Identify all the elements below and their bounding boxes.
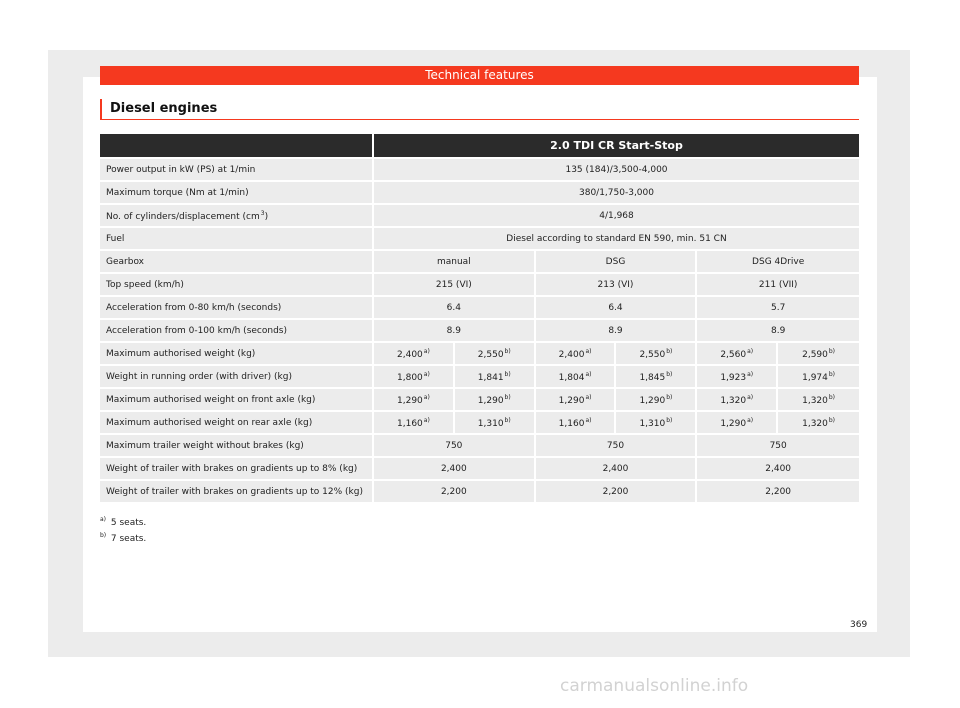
value-cell [374,205,859,226]
value-cell [374,458,536,479]
value-cell [616,343,697,364]
footnote-ref: b) [666,370,673,378]
value-text: 1,974 [802,372,828,383]
value-text: 1,800 [397,372,423,383]
value-cell [778,343,859,364]
footnote-a [100,512,146,528]
table-row [100,297,859,318]
chapter-header: Technical features [100,66,859,85]
footnote-ref: b) [828,347,836,355]
row-label [100,481,374,502]
footnote-ref: b) [828,416,836,424]
footnote-ref: b) [666,416,673,424]
value-cell [697,366,778,387]
footnote-ref: a) [585,370,592,378]
watermark: carmanualsonline.info [560,676,749,696]
footnote-ref: a) [423,393,430,401]
value-text: 215 (VI) [435,279,472,290]
footnote-ref: b) [828,370,836,378]
value-cell [374,435,536,456]
value-cell [374,297,536,318]
value-cell [697,458,859,479]
row-label-text: Maximum trailer weight without brakes (kg) [106,440,304,451]
value-cell [374,481,536,502]
value-text: 1,290 [477,395,504,406]
row-label [100,228,374,249]
value-cell [536,458,698,479]
footnote-ref: b) [666,393,673,401]
footnotes [100,512,146,544]
row-label [100,458,374,479]
value-text: 1,160 [558,418,585,429]
value-text: 2,200 [602,486,629,497]
row-label-text: Maximum authorised weight on front axle (kg) [106,394,316,405]
row-label-text: Top speed (km/h) [106,279,184,290]
value-cell [616,412,697,433]
row-label [100,343,374,364]
footnote-ref: a) [747,347,754,355]
row-label-text: Maximum authorised weight (kg) [106,348,256,359]
value-cell [536,297,698,318]
value-text: 2,550 [477,349,504,360]
footnote-ref: a) [585,416,592,424]
row-label-text: Maximum torque (Nm at 1/min) [106,187,249,198]
value-cell [697,274,859,295]
row-label [100,297,374,318]
value-text: 2,200 [440,486,467,497]
table-row [100,389,859,410]
value-cell [374,320,536,341]
footnote-ref: a) [585,393,592,401]
footnote-ref: b) [828,393,836,401]
value-text: 211 (VII) [758,279,798,290]
footnote-ref: a) [423,370,430,378]
value-cell [536,366,617,387]
value-text: 1,290 [397,395,423,406]
value-text: Diesel according to standard EN 590, min. 51 CN [506,233,727,244]
value-text: 380/1,750-3,000 [579,187,654,198]
row-label-text: Weight of trailer with brakes on gradients up to 12% (kg) [106,486,363,497]
row-label [100,320,374,341]
spec-table [100,132,859,504]
row-label [100,366,374,387]
header-blank-cell [100,134,374,157]
value-text: 2,200 [765,486,792,497]
value-text: 1,310 [477,418,504,429]
row-label-text: Power output in kW (PS) at 1/min [106,164,256,175]
table-row [100,251,859,272]
value-text: 2,590 [802,349,828,360]
footnote-ref: b) [504,370,511,378]
footnote-text: 7 seats. [110,534,147,544]
value-cell [374,343,455,364]
row-label [100,274,374,295]
footnote-ref: b) [504,393,511,401]
row-label-text: Acceleration from 0-100 km/h (seconds) [106,325,287,336]
footnote-ref: a) [423,416,430,424]
value-cell [616,389,697,410]
value-cell [374,159,859,180]
table-header-row [100,134,859,157]
row-label-text: Acceleration from 0-80 km/h (seconds) [106,302,282,313]
value-text: 2,400 [440,463,467,474]
table-row [100,458,859,479]
value-text: 1,320 [802,418,828,429]
value-text: 1,804 [558,372,585,383]
row-label-text: Fuel [106,233,125,244]
value-cell [536,320,698,341]
value-text: 750 [606,440,625,451]
engine-header: 2.0 TDI CR Start-Stop [374,134,859,157]
value-cell [536,343,617,364]
value-cell [536,481,698,502]
table-row [100,343,859,364]
value-text: 750 [769,440,787,451]
value-cell [778,366,859,387]
value-cell [697,435,859,456]
footnote-ref: a) [747,416,754,424]
value-text: 2,400 [558,349,585,360]
table-row [100,182,859,203]
value-text: 1,320 [802,395,828,406]
value-text: 1,841 [477,372,504,383]
value-text: 1,160 [397,418,423,429]
value-text: 4/1,968 [599,210,634,221]
value-cell [536,389,617,410]
row-label [100,159,374,180]
row-label-superscript: 3 [260,209,265,217]
value-cell [374,412,455,433]
footnote-ref: a) [747,393,754,401]
value-text: 135 (184)/3,500-4,000 [565,164,668,175]
footnote-mark: a) [100,516,107,523]
row-label-text: Weight of trailer with brakes on gradients up to 8% (kg) [106,463,358,474]
row-label-suffix: ) [264,211,269,222]
value-text: 8.9 [770,325,786,336]
footnote-ref: b) [504,416,511,424]
value-text: 1,290 [558,395,585,406]
value-cell [374,366,455,387]
value-cell [697,412,778,433]
row-label [100,435,374,456]
value-text: 1,845 [639,372,666,383]
value-cell [697,343,778,364]
value-text: 1,290 [720,418,747,429]
value-text: 2,550 [639,349,666,360]
value-cell [374,389,455,410]
page-number: 369 [850,620,868,630]
table-row [100,366,859,387]
value-text: 8.9 [608,325,623,336]
value-cell [697,251,859,272]
footnote-mark: b) [100,532,107,539]
footnote-ref: a) [585,347,592,355]
value-cell [374,228,859,249]
table-row [100,228,859,249]
value-cell [455,343,536,364]
value-cell [374,182,859,203]
table-row [100,205,859,226]
value-text: 2,400 [397,349,423,360]
row-label [100,251,374,272]
section-title [100,99,859,120]
value-text: 1,290 [639,395,666,406]
row-label-text: Maximum authorised weight on rear axle (kg) [106,417,313,428]
table-row [100,481,859,502]
value-cell [536,412,617,433]
footnote-ref: b) [666,347,673,355]
value-text: DSG 4Drive [752,256,805,267]
value-cell [697,481,859,502]
footnote-text: 5 seats. [110,518,147,528]
value-text: 5.7 [770,302,786,313]
table-row [100,274,859,295]
value-text: 1,923 [720,372,747,383]
value-cell [616,366,697,387]
value-cell [374,274,536,295]
row-label [100,389,374,410]
value-cell [536,435,698,456]
value-text: 2,560 [720,349,747,360]
row-label [100,205,374,226]
row-label-text: No. of cylinders/displacement (cm [106,211,260,222]
value-cell [697,389,778,410]
footnote-ref: a) [747,370,754,378]
footnote-b [100,528,146,544]
value-cell [697,320,859,341]
value-text: 750 [445,440,463,451]
value-text: 213 (VI) [597,279,634,290]
row-label [100,412,374,433]
value-cell [455,412,536,433]
value-text: 8.9 [446,325,461,336]
value-text: 2,400 [602,463,629,474]
value-cell [778,412,859,433]
value-text: 1,320 [720,395,747,406]
value-cell [697,297,859,318]
value-cell [455,389,536,410]
value-cell [455,366,536,387]
value-cell [778,389,859,410]
footnote-ref: a) [423,347,430,355]
row-label [100,182,374,203]
row-label-text: Gearbox [106,256,144,267]
row-label-text: Weight in running order (with driver) (kg) [106,371,292,382]
value-cell [374,251,536,272]
table-row [100,412,859,433]
value-cell [536,274,698,295]
table-row [100,435,859,456]
value-cell [536,251,698,272]
value-text: 2,400 [765,463,792,474]
spec-table-body [100,159,859,502]
table-row [100,159,859,180]
section-title-text: Diesel engines [110,101,218,116]
value-text: DSG [605,256,626,267]
value-text: 1,310 [639,418,666,429]
value-text: manual [436,256,471,267]
value-text: 6.4 [446,302,461,313]
footnote-ref: b) [504,347,511,355]
table-row [100,320,859,341]
value-text: 6.4 [608,302,623,313]
